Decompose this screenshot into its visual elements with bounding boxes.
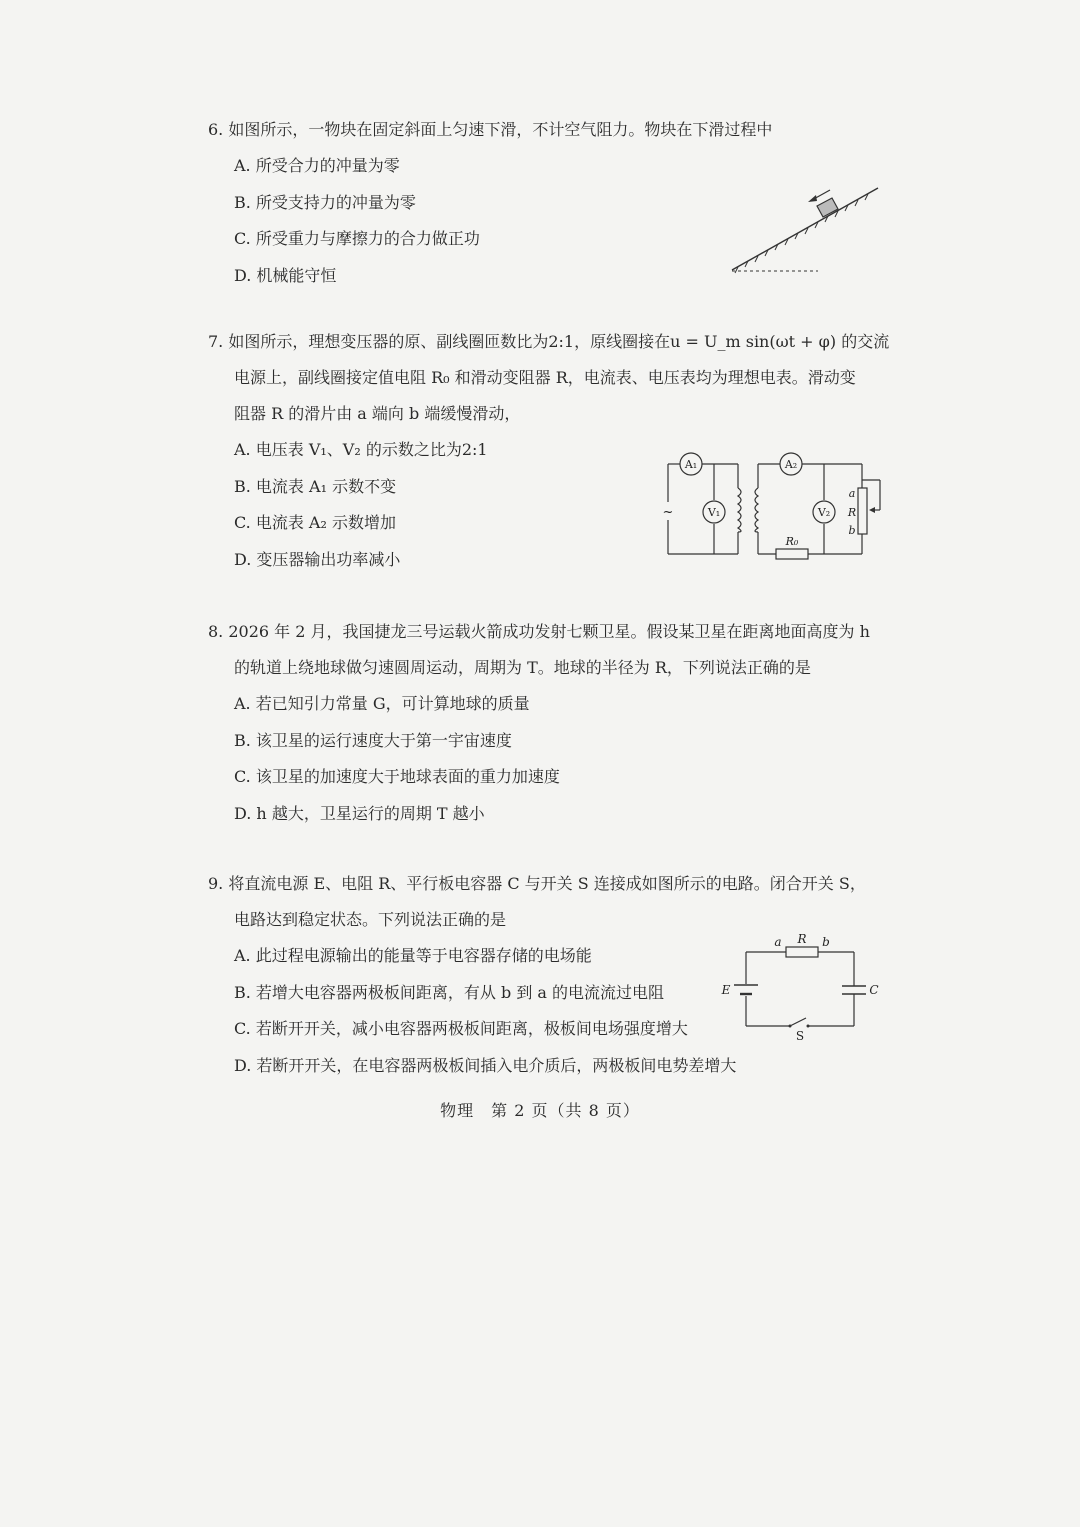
question-7-stem <box>208 324 888 432</box>
capacitor-c-icon <box>842 983 879 997</box>
question-6-stem: 6. 如图所示，一物块在固定斜面上匀速下滑，不计空气阻力。物块在下滑过程中 <box>208 120 773 139</box>
voltmeter-v2-icon <box>813 501 835 523</box>
question-9-option-a: A. 此过程电源输出的能量等于电容器存储的电场能 <box>234 946 592 965</box>
question-9-option-c: C. 若断开开关，减小电容器两极板间距离，极板间电场强度增大 <box>234 1019 688 1038</box>
rheostat-a-label: a <box>848 487 856 500</box>
question-8-option-c: C. 该卫星的加速度大于地球表面的重力加速度 <box>234 767 560 786</box>
ac-source-icon <box>662 502 674 520</box>
question-8-option-b: B. 该卫星的运行速度大于第一宇宙速度 <box>234 730 512 750</box>
question-8-stem-line-2: 的轨道上绕地球做匀速圆周运动，周期为 T。地球的半径为 R，下列说法正确的是 <box>234 658 811 677</box>
question-7-option-d: D. 变压器输出功率减小 <box>234 549 401 569</box>
transformer-circuit-figure <box>660 450 890 568</box>
question-6-option-c: C. 所受重力与摩擦力的合力做正功 <box>234 229 480 248</box>
question-9-option-b: B. 若增大电容器两极板间距离，有从 b 到 a 的电流流过电阻 <box>234 982 665 1002</box>
rheostat-b-label: b <box>848 524 856 537</box>
resistor-r0-icon <box>776 535 808 559</box>
ammeter-a2-icon <box>780 453 802 475</box>
incline-figure <box>726 180 886 280</box>
capacitor-c-label: C <box>869 983 879 997</box>
question-8-option-d: D. h 越大，卫星运行的周期 T 越小 <box>234 803 485 823</box>
rheostat-r-label: R <box>847 506 857 519</box>
question-8 <box>208 614 888 832</box>
question-7-stem-line-2: 电源上，副线圈接定值电阻 R₀ 和滑动变阻器 R，电流表、电压表均为理想电表。滑动变 <box>234 368 856 387</box>
ammeter-a1-label: A₁ <box>684 458 698 471</box>
question-8-stem <box>208 614 888 686</box>
question-7-option-c: C. 电流表 A₂ 示数增加 <box>234 513 396 532</box>
block-shape <box>817 198 838 217</box>
ammeter-a2-label: A₂ <box>784 458 798 471</box>
voltmeter-v1-icon <box>703 501 725 523</box>
switch-s-icon <box>789 1018 810 1042</box>
question-9-stem-line-1: 9. 将直流电源 E、电阻 R、平行板电容器 C 与开关 S 连接成如图所示的电路。闭合开关 S， <box>208 874 866 893</box>
resistor-r0-label: R₀ <box>785 535 799 548</box>
question-9-stem <box>208 866 888 938</box>
battery-e-label: E <box>721 983 731 997</box>
capacitor-circuit-figure <box>718 930 888 1042</box>
question-8-option-a: A. 若已知引力常量 G，可计算地球的质量 <box>234 694 530 713</box>
resistor-r-label: R <box>797 932 807 946</box>
question-6-option-b: B. 所受支持力的冲量为零 <box>234 192 416 212</box>
ammeter-a1-icon <box>680 453 702 475</box>
page-footer: 物理 第 2 页（共 8 页） <box>440 1101 640 1120</box>
question-6-option-a: A. 所受合力的冲量为零 <box>234 156 400 175</box>
question-7-option-b: B. 电流表 A₁ 示数不变 <box>234 476 397 496</box>
question-7-stem-line-3: 阻器 R 的滑片由 a 端向 b 端缓慢滑动， <box>234 404 521 423</box>
ac-source-label: ~ <box>662 505 674 520</box>
node-a-label: a <box>774 935 782 949</box>
question-9-option-d: D. 若断开开关，在电容器两极板间插入电介质后，两极板间电势差增大 <box>234 1055 737 1075</box>
question-6-option-d: D. 机械能守恒 <box>234 265 337 285</box>
question-7-option-a: A. 电压表 V₁、V₂ 的示数之比为2:1 <box>234 440 488 459</box>
node-b-label: b <box>822 935 830 949</box>
question-8-options <box>208 686 888 832</box>
voltmeter-v2-label: V₂ <box>817 506 831 519</box>
voltmeter-v1-label: V₁ <box>707 506 721 519</box>
question-7-stem-line-1: 7. 如图所示，理想变压器的原、副线圈匝数比为2:1，原线圈接在u = U_m sin(ωt + φ) 的交流 <box>208 332 890 351</box>
switch-s-label: S <box>795 1029 805 1042</box>
question-8-stem-line-1: 8. 2026 年 2 月，我国捷龙三号运载火箭成功发射七颗卫星。假设某卫星在距离地面高度为 h <box>208 622 870 641</box>
question-9-stem-line-2: 电路达到稳定状态。下列说法正确的是 <box>234 910 507 929</box>
resistor-r-icon <box>774 932 829 957</box>
rheostat-r-icon <box>847 480 880 537</box>
battery-e-icon <box>721 983 758 997</box>
